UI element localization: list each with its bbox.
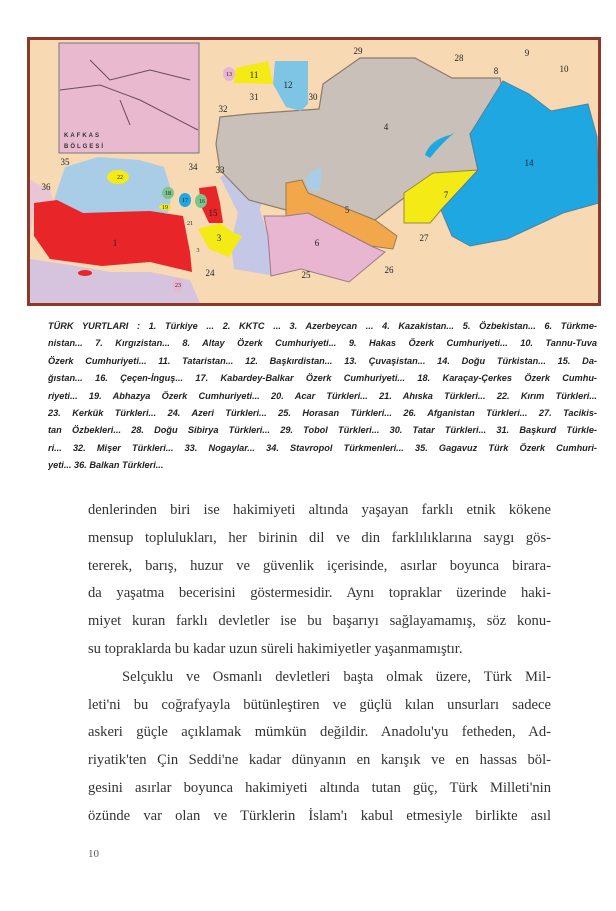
map-label: 10 xyxy=(559,64,569,74)
paragraph-2 xyxy=(88,664,551,831)
text-line: Selçuklu ve Osmanlı devletleri başta olmak üzere, Türk Mil- xyxy=(122,668,551,685)
map-label: 8 xyxy=(493,66,499,76)
map-label: 23 xyxy=(175,283,181,289)
caption-line: nistan... 7. Kırgızistan... 8. Altay Özerk Cumhuriyeti... 9. Hakas Özerk Cumhuriyeti... 10. Tannu-Tuva xyxy=(48,338,597,349)
text-line: riyatik'ten Çin Seddi'ne kadar dünyanın en karışık ve en hassas böl- xyxy=(88,752,551,769)
text-line: miyet kuran farklı devletler ise bu başarıyı sağlayamamış, söz konu- xyxy=(88,613,551,630)
map-label: 28 xyxy=(454,53,464,63)
map-label: 36 xyxy=(41,182,51,192)
map-label: 6 xyxy=(314,238,320,248)
map-label: 5 xyxy=(344,205,350,215)
caption-line: yeti... 36. Balkan Türkleri... xyxy=(48,460,164,471)
caption-line: tan Özbekleri... 28. Doğu Sibirya Türkleri... 29. Tobol Türkleri... 30. Tatar Türkleri... 31. Başkurd Türkle- xyxy=(48,425,597,436)
map-label: 12 xyxy=(283,80,293,90)
caption-line: riyeti... 19. Abhazya Özerk Cumhuriyeti... 20. Acar Türkleri... 21. Ahıska Türkleri... 22. Kırım Türkleri... xyxy=(48,390,597,401)
map-label: 17 xyxy=(182,198,188,204)
map-label: 26 xyxy=(384,265,394,275)
map-label: 34 xyxy=(188,162,198,172)
kafkas-inset xyxy=(59,43,199,153)
region-kktc xyxy=(78,270,92,276)
text-line: askeri güçle açıklamak mümkün değildir. Anadolu'yu fetheden, Ad- xyxy=(88,724,551,741)
text-line: su topraklarda bu kadar uzun süreli hakimiyetler yaşanmamıştır. xyxy=(88,640,463,657)
map-label: 24 xyxy=(205,268,215,278)
caption-line: TÜRK YURTLARI : 1. Türkiye ... 2. KKTC ... 3. Azerbeycan ... 4. Kazakistan... 5. Özbekistan... 6. Türkme- xyxy=(48,321,597,331)
map-label: 27 xyxy=(419,233,429,243)
text-line: da yaşatma becerisini göstermesidir. Aynı topraklar üzerinde haki- xyxy=(88,585,551,602)
caption-line: Özerk Cumhuriyeti... 11. Tataristan... 12. Başkırdistan... 13. Çuvaşistan... 14. Doğu Türkistan... 15. Da- xyxy=(48,355,597,366)
turk-yurtlari-map xyxy=(27,37,601,306)
text-line: gesini asırlar boyunca hakimiyeti altında tutan güç, Türk Milleti'nin xyxy=(88,779,551,796)
text-line: tererek, barış, huzur ve güvenlik içerisinde, asırlar boyunca birara- xyxy=(88,557,551,574)
text-line: özünde var olan ve Türklerin İslam'ı kabul etmesiyle birlikte asıl xyxy=(88,807,551,824)
text-line: mensup toplulukları, her birinin dil ve din farklılıklarına saygı gös- xyxy=(88,529,551,546)
map-label: 15 xyxy=(208,208,218,218)
map-label: 29 xyxy=(353,46,363,56)
text-line: leti'ni bu coğrafyayla bütünleştiren ve güçlü kılan unsurları sadece xyxy=(88,696,551,713)
map-label: 9 xyxy=(524,48,530,58)
body-text xyxy=(88,497,551,831)
map-label: 18 xyxy=(165,191,171,197)
map-label: 11 xyxy=(249,70,259,80)
map-label: 32 xyxy=(218,104,228,114)
map-label: 21 xyxy=(187,221,193,227)
text-line: denlerinden biri ise hakimiyeti altında yaşayan farklı etnik kökene xyxy=(88,502,551,518)
inset-title-line1: KAFKAS xyxy=(64,133,101,139)
paragraph-1 xyxy=(88,497,551,664)
map-label: 3 xyxy=(196,248,200,254)
map-caption xyxy=(48,318,597,475)
map-label: 4 xyxy=(383,122,389,132)
black-sea xyxy=(54,157,172,213)
map-label: 31 xyxy=(249,92,259,102)
inset-title-line2: BÖLGESİ xyxy=(64,144,106,150)
map-label: 33 xyxy=(215,165,225,175)
map-label: 14 xyxy=(524,158,534,168)
map-label: 25 xyxy=(301,270,311,280)
map-label: 30 xyxy=(308,92,318,102)
map-label: 1 xyxy=(112,238,118,248)
map-label: 3 xyxy=(216,233,222,243)
map-label: 22 xyxy=(117,175,123,181)
page-number: 10 xyxy=(88,848,99,860)
map-label: 13 xyxy=(226,72,232,78)
map-label: 7 xyxy=(443,190,449,200)
caption-line: 23. Kerkük Türkleri... 24. Azeri Türkleri... 25. Horasan Türkleri... 26. Afganistan Türkleri... 27. Tacikis- xyxy=(48,408,597,419)
map-label: 35 xyxy=(60,157,70,167)
map-label: 19 xyxy=(162,205,168,211)
map-label: 16 xyxy=(199,199,205,205)
caption-line: ğıstan... 16. Çeçen-İnguş... 17. Kabardey-Balkar Özerk Cumhuriyeti... 18. Karaçay-Çerkes Özerk Cumhu- xyxy=(48,373,597,384)
caption-line: ri... 32. Mişer Türkleri... 33. Nogaylar... 34. Stavropol Türkmenleri... 35. Gagavuz Türk Özerk Cumhuri- xyxy=(48,442,597,453)
